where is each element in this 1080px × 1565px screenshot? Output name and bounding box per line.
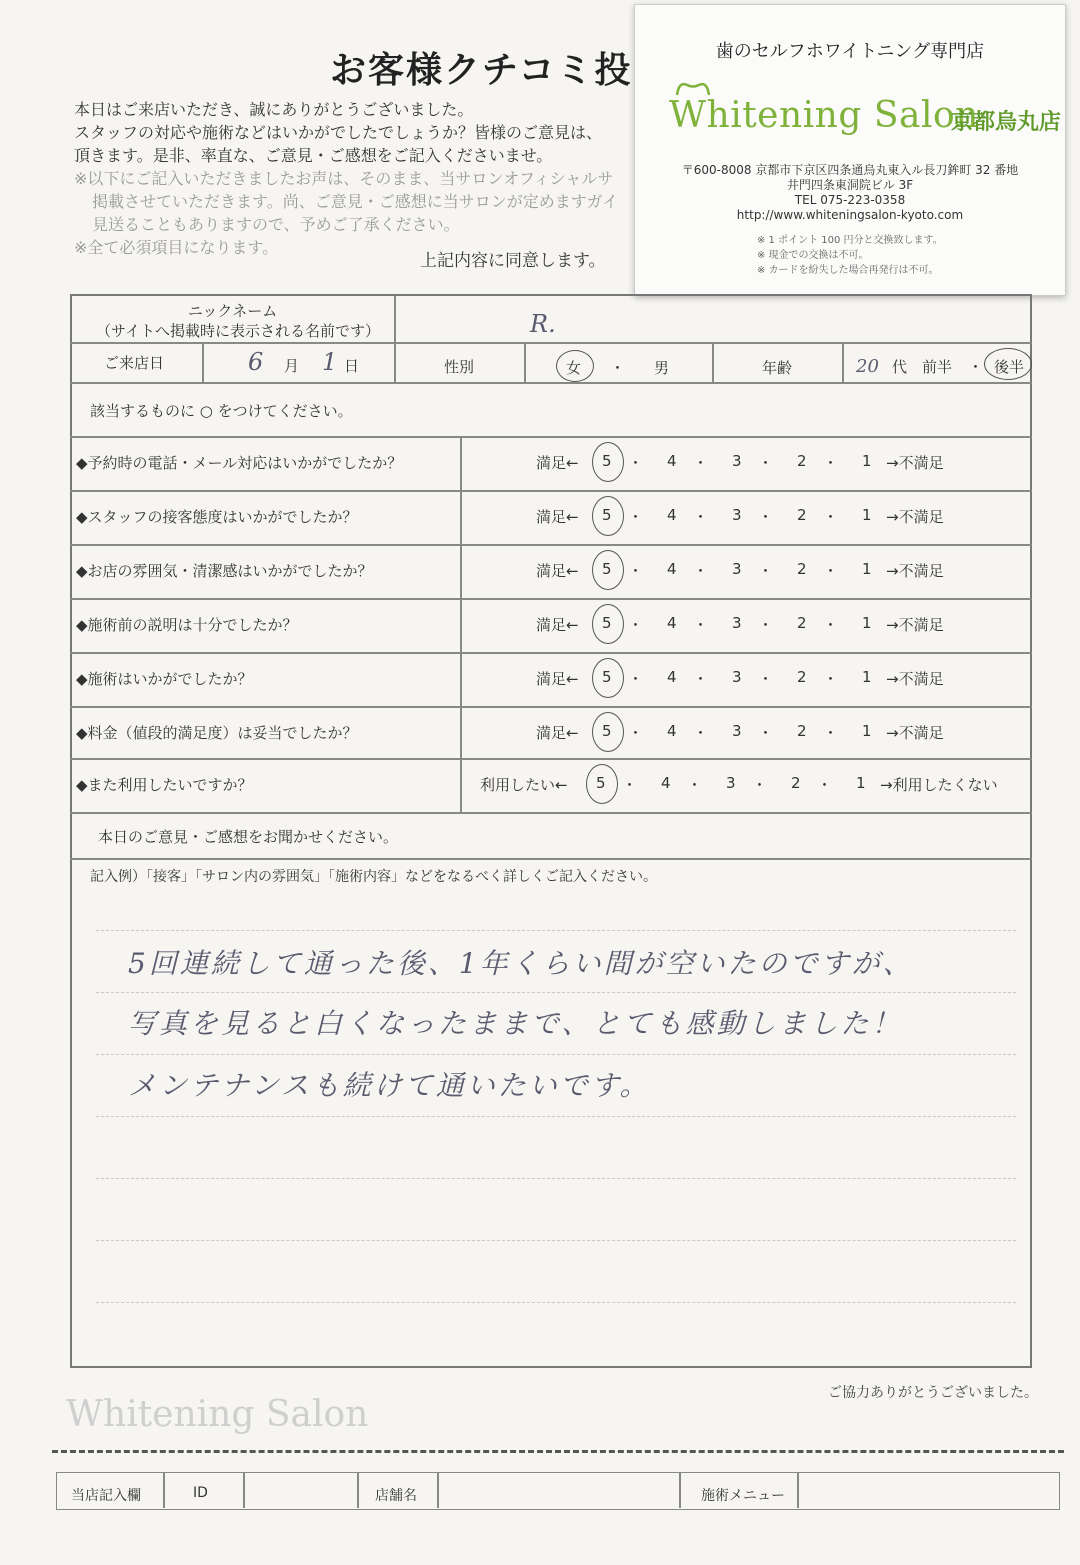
age-second-half-option[interactable]: 後半 [994, 358, 1025, 376]
rating-option-5[interactable]: 5 [596, 774, 606, 792]
intro-note: ※全て必須項目になります。 [74, 238, 279, 257]
intro-text [74, 98, 674, 259]
rating-option-2[interactable]: 2 [791, 774, 801, 792]
rating-separator: ・ [752, 776, 768, 794]
rating-separator: ・ [823, 562, 839, 580]
rating-option-5[interactable]: 5 [602, 560, 612, 578]
rating-separator: ・ [693, 670, 709, 688]
row-divider [70, 342, 1032, 344]
rating-separator: ・ [622, 776, 638, 794]
card-note: ※ 1 ポイント 100 円分と交換致します。 [757, 235, 943, 246]
rating-option-3[interactable]: 3 [732, 614, 742, 632]
menu-label: 施術メニュー [701, 1488, 785, 1504]
thanks-text: ご協力ありがとうございました。 [828, 1385, 1038, 1401]
intro-line: スタッフの対応や施術などはいかがでしたでしょうか？皆様のご意見は、 [74, 123, 603, 142]
row-divider [70, 382, 1032, 384]
col-divider [394, 296, 396, 382]
age-first-half-option[interactable]: 前半 [922, 358, 953, 376]
agree-text: 上記内容に同意します。 [420, 251, 606, 271]
rating-separator: ・ [687, 776, 703, 794]
row-divider [70, 436, 1032, 438]
intro-note: ※以下にご記入いただきましたお声は、そのまま、当サロンオフィシャルサ [74, 169, 614, 188]
scale-right-label: →不満足 [886, 454, 944, 472]
ruled-line [96, 1240, 1016, 1241]
id-label: ID [193, 1485, 208, 1501]
rating-separator: ・ [823, 670, 839, 688]
question-label: ◆予約時の電話・メール対応はいかがでしたか？ [76, 454, 403, 472]
rating-option-1[interactable]: 1 [862, 722, 872, 740]
col-divider [679, 1473, 681, 1508]
question-label: ◆お店の雰囲気・清潔感はいかがでしたか？ [76, 562, 373, 580]
intro-line: 頂きます。是非、率直な、ご意見・ご感想をご記入くださいませ。 [74, 146, 553, 165]
rating-separator: ・ [817, 776, 833, 794]
rating-selected-circle [592, 442, 624, 482]
intro-line: 本日はご来店いただき、誠にありがとうございました。 [74, 100, 474, 119]
scale-right-label: →不満足 [886, 724, 944, 742]
row-divider [70, 706, 1032, 708]
rating-separator: ・ [628, 724, 644, 742]
rating-option-4[interactable]: 4 [667, 614, 677, 632]
office-use-box [56, 1472, 1060, 1510]
store-label: 店舗名 [375, 1488, 417, 1504]
day-label: 日 [344, 357, 360, 375]
col-divider [163, 1473, 165, 1508]
rating-option-2[interactable]: 2 [797, 506, 807, 524]
col-divider [243, 1473, 245, 1508]
rating-option-1[interactable]: 1 [862, 614, 872, 632]
col-divider [202, 342, 204, 382]
rating-option-2[interactable]: 2 [797, 560, 807, 578]
rating-option-4[interactable]: 4 [667, 668, 677, 686]
rating-option-4[interactable]: 4 [667, 722, 677, 740]
rating-separator: ・ [758, 454, 774, 472]
gender-separator: ・ [610, 359, 626, 377]
scale-left-label: 満足← [536, 724, 579, 742]
comment-line[interactable]: 5回連続して通った後、1年くらい間が空いたのですが、 [128, 947, 914, 980]
rating-option-3[interactable]: 3 [732, 560, 742, 578]
card-tel: TEL 075-223-0358 [794, 193, 906, 207]
rating-option-5[interactable]: 5 [602, 614, 612, 632]
address-line: 井門四条東洞院ビル 3F [786, 178, 914, 192]
card-url: http://www.whiteningsalon-kyoto.com [736, 208, 964, 222]
card-tagline: 歯のセルフホワイトニング専門店 [715, 41, 985, 62]
rating-option-5[interactable]: 5 [602, 668, 612, 686]
rating-separator: ・ [758, 670, 774, 688]
rating-separator: ・ [758, 616, 774, 634]
rating-option-4[interactable]: 4 [667, 506, 677, 524]
rating-separator: ・ [628, 616, 644, 634]
rating-selected-circle [592, 550, 624, 590]
gender-label: 性別 [444, 358, 475, 376]
rating-separator: ・ [693, 616, 709, 634]
row-divider [70, 812, 1032, 814]
rating-separator: ・ [693, 724, 709, 742]
visit-day-value[interactable]: 1 [322, 348, 338, 376]
age-label: 年齢 [762, 359, 793, 377]
nickname-label: ニックネーム [188, 302, 278, 320]
rating-option-3[interactable]: 3 [732, 452, 742, 470]
office-use-label: 当店記入欄 [71, 1488, 141, 1504]
rating-separator: ・ [823, 508, 839, 526]
rating-selected-circle [592, 712, 624, 752]
intro-note: 掲載させていただきます。尚、ご意見・ご感想に当サロンが定めますガイ [92, 192, 619, 211]
rating-separator: ・ [758, 724, 774, 742]
nickname-value[interactable]: R. [530, 310, 556, 338]
scale-left-label: 満足← [536, 562, 579, 580]
ruled-line [96, 992, 1016, 993]
rating-selected-circle [586, 764, 618, 804]
rating-option-3[interactable]: 3 [726, 774, 736, 792]
question-label: ◆料金（値段的満足度）は妥当でしたか？ [76, 724, 358, 742]
col-divider [842, 342, 844, 382]
rating-option-4[interactable]: 4 [667, 560, 677, 578]
question-label: ◆施術はいかがでしたか？ [76, 670, 253, 688]
rating-separator: ・ [758, 508, 774, 526]
rating-option-1[interactable]: 1 [862, 506, 872, 524]
question-label: ◆また利用したいですか？ [76, 776, 253, 794]
watermark-logo: Whitening Salon [66, 1394, 369, 1435]
col-divider [437, 1473, 439, 1508]
nickname-sublabel: （サイトへ掲載時に表示される名前です） [96, 322, 380, 340]
card-note: ※ 現金での交換は不可。 [757, 250, 869, 261]
scale-left-label: 満足← [536, 508, 579, 526]
rating-option-2[interactable]: 2 [797, 452, 807, 470]
gender-female-option[interactable]: 女 [566, 359, 582, 377]
scale-left-label: 満足← [536, 616, 579, 634]
age-value[interactable]: 20 [856, 356, 879, 377]
rating-separator: ・ [628, 562, 644, 580]
rating-option-5[interactable]: 5 [602, 452, 612, 470]
scale-left-label: 利用したい← [480, 776, 568, 794]
rating-separator: ・ [628, 454, 644, 472]
rating-separator: ・ [693, 454, 709, 472]
rating-option-4[interactable]: 4 [667, 452, 677, 470]
month-label: 月 [284, 357, 300, 375]
rating-separator: ・ [628, 670, 644, 688]
col-divider [797, 1473, 799, 1508]
rating-selected-circle [592, 658, 624, 698]
scale-right-label: →利用したくない [880, 776, 998, 794]
rating-option-1[interactable]: 1 [862, 452, 872, 470]
intro-note: 見送ることもありますので、予めご了承ください。 [92, 215, 460, 234]
rating-separator: ・ [823, 616, 839, 634]
rating-separator: ・ [693, 508, 709, 526]
col-divider [460, 436, 462, 812]
row-divider [70, 598, 1032, 600]
ruled-line [96, 930, 1016, 931]
comments-example: 記入例）「接客」「サロン内の雰囲気」「施術内容」などをなるべく詳しくご記入ください。 [90, 869, 657, 885]
rating-option-3[interactable]: 3 [732, 722, 742, 740]
scale-left-label: 満足← [536, 454, 579, 472]
rating-selected-circle [592, 496, 624, 536]
address-line: 〒600-8008 京都市下京区四条通烏丸東入ル長刀鉾町 32 番地 [681, 163, 1019, 177]
card-address [635, 163, 1065, 223]
rating-option-4[interactable]: 4 [661, 774, 671, 792]
scale-right-label: →不満足 [886, 670, 944, 688]
ruled-line [96, 1302, 1016, 1303]
row-divider [70, 858, 1032, 860]
rating-option-5[interactable]: 5 [602, 722, 612, 740]
age-unit: 代 [892, 358, 908, 376]
rating-selected-circle [592, 604, 624, 644]
rating-option-3[interactable]: 3 [732, 668, 742, 686]
rating-option-2[interactable]: 2 [797, 668, 807, 686]
rating-option-1[interactable]: 1 [862, 668, 872, 686]
ruled-line [96, 1116, 1016, 1117]
scale-right-label: →不満足 [886, 616, 944, 634]
question-label: ◆スタッフの接客態度はいかがでしたか？ [76, 508, 358, 526]
rating-option-1[interactable]: 1 [856, 774, 866, 792]
comments-label: 本日のご意見・ご感想をお聞かせください。 [98, 828, 399, 846]
visit-month-value[interactable]: 6 [248, 348, 264, 376]
row-divider [70, 758, 1032, 760]
rating-option-3[interactable]: 3 [732, 506, 742, 524]
visit-label: ご来店日 [104, 354, 165, 372]
rating-option-2[interactable]: 2 [797, 614, 807, 632]
row-divider [70, 652, 1032, 654]
scale-right-label: →不満足 [886, 562, 944, 580]
gender-male-option[interactable]: 男 [654, 359, 670, 377]
rating-separator: ・ [628, 508, 644, 526]
comment-line[interactable]: メンテナンスも続けて通いたいです。 [128, 1069, 651, 1102]
col-divider [524, 342, 526, 382]
card-notes [757, 233, 943, 278]
rating-option-5[interactable]: 5 [602, 506, 612, 524]
rating-separator: ・ [823, 454, 839, 472]
row-divider [70, 490, 1032, 492]
cut-line [52, 1450, 1064, 1453]
rating-separator: ・ [693, 562, 709, 580]
row-divider [70, 544, 1032, 546]
card-note: ※ カードを紛失した場合再発行は不可。 [757, 265, 939, 276]
rating-option-2[interactable]: 2 [797, 722, 807, 740]
rating-separator: ・ [758, 562, 774, 580]
scale-left-label: 満足← [536, 670, 579, 688]
rating-option-1[interactable]: 1 [862, 560, 872, 578]
rating-separator: ・ [823, 724, 839, 742]
comment-line[interactable]: 写真を見ると白くなったままで、とても感動しました！ [128, 1007, 903, 1040]
age-separator: ・ [968, 358, 984, 376]
page-title: お客様クチコミ投 [330, 50, 633, 91]
card-branch: 京都烏丸店 [951, 110, 1062, 135]
ruled-line [96, 1178, 1016, 1179]
question-label: ◆施術前の説明は十分でしたか？ [76, 616, 298, 634]
col-divider [712, 342, 714, 382]
scale-right-label: →不満足 [886, 508, 944, 526]
col-divider [357, 1473, 359, 1508]
card-logo: Whitening Salon [669, 95, 979, 136]
point-card [634, 4, 1066, 296]
ruled-line [96, 1054, 1016, 1055]
instruction-text: 該当するものに ○ をつけてください。 [90, 402, 353, 420]
